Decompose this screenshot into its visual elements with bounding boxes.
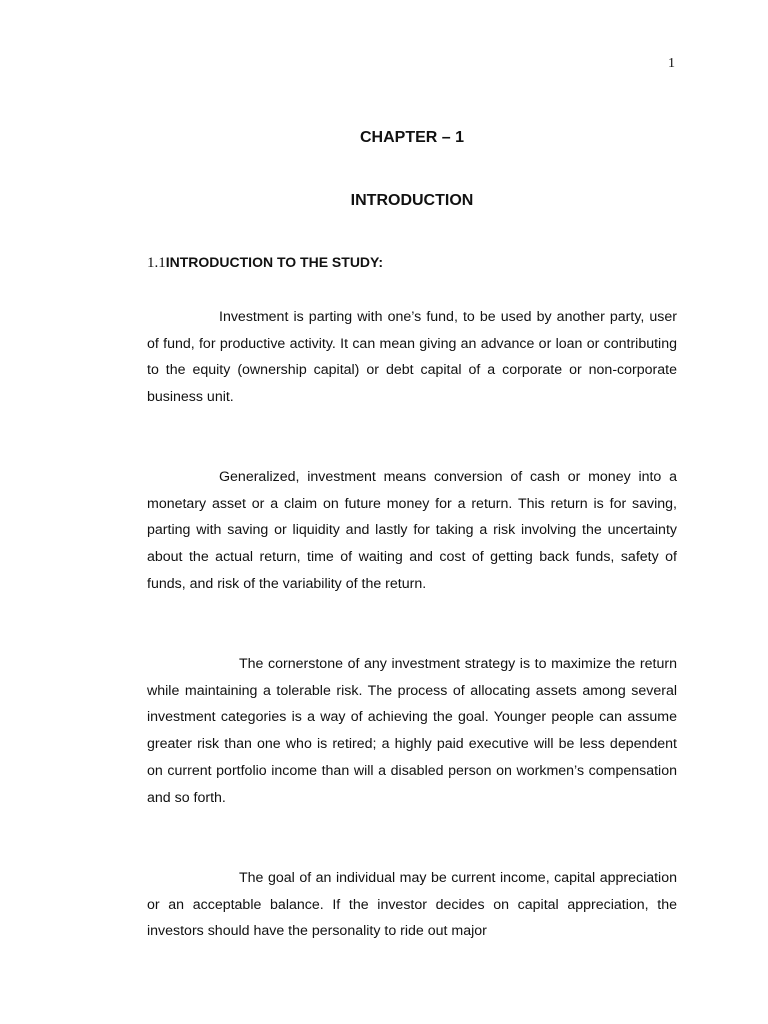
paragraph-4: The goal of an individual may be current income, capital appreciation or an acceptable balance. If the investor decides on capital appreciation, the investors should have the personality to ride out major: [147, 870, 677, 940]
section-heading: [147, 254, 383, 272]
paragraph-3: The cornerstone of any investment strategy is to maximize the return while maintaining a tolerable risk. The process of allocating assets among several investment categories is a way of achieving the goal. Younger people can assume greater risk than one who is retired; a highly paid executive will be less dependent on current portfolio income than will a disabled person on workmen’s compensation and so forth.: [147, 656, 677, 806]
page-title: INTRODUCTION: [350, 192, 474, 209]
chapter-heading: CHAPTER – 1: [359, 129, 465, 146]
section-number: 1.1: [147, 255, 166, 271]
paragraph-1: Investment is parting with one’s fund, to be used by another party, user of fund, for productive activity. It can mean giving an advance or loan or contributing to the equity (ownership capital) or debt capital of a corporate or non-corporate business unit.: [147, 309, 677, 406]
page-number: 1: [668, 56, 675, 71]
paragraph-2: Generalized, investment means conversion of cash or money into a monetary asset or a claim on future money for a return. This return is for saving, parting with saving or liquidity and lastly for taking a risk involving the uncertainty about the actual return, time of waiting and cost of getting back funds, safety of funds, and risk of the variability of the return.: [147, 469, 677, 592]
section-title: INTRODUCTION TO THE STUDY:: [165, 254, 384, 270]
